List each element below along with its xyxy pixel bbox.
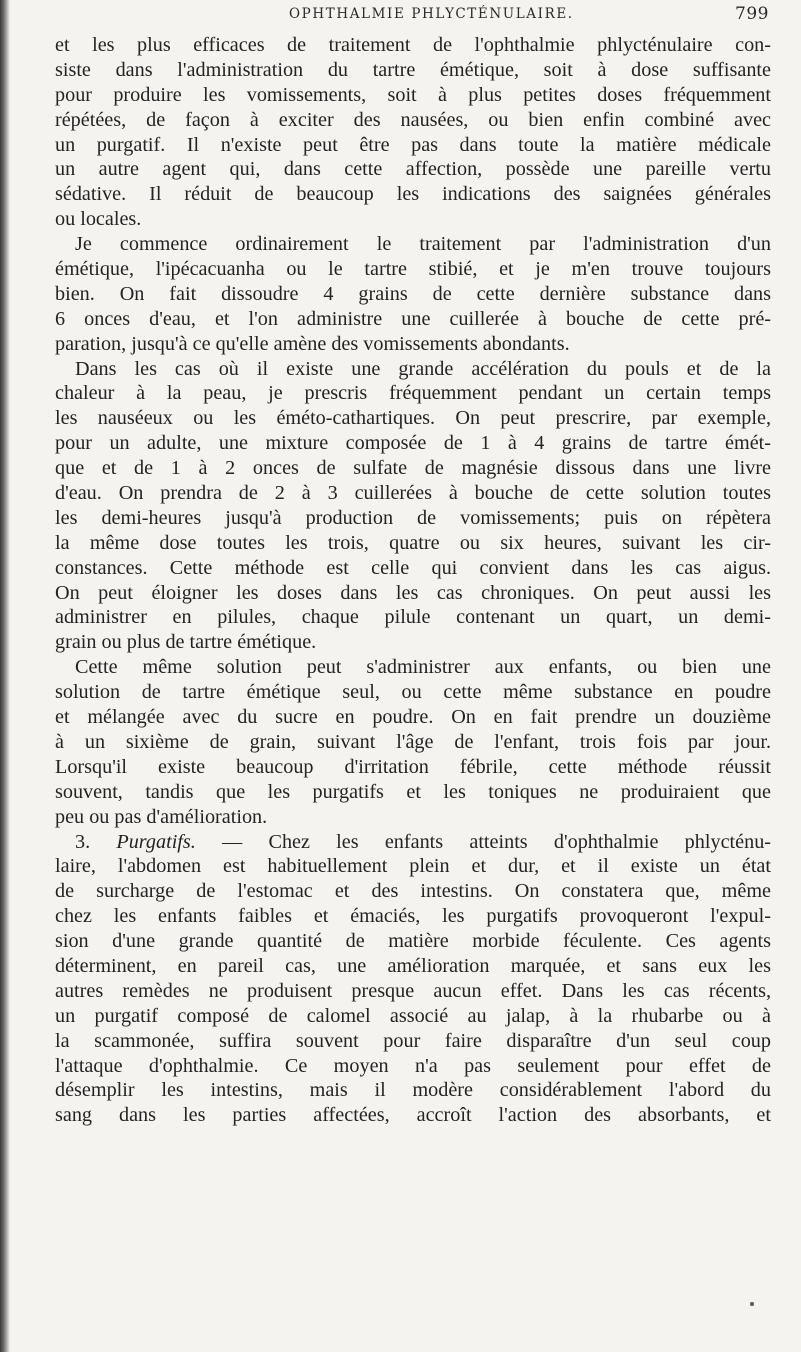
text-line: Dans les cas où il existe une grande accélération du pouls et de la xyxy=(75,357,771,380)
text-line: solution de tartre émétique seul, ou cette même substance en poudre xyxy=(55,681,771,704)
text-line: ou locales. xyxy=(55,208,142,231)
text-line: répétées, de façon à exciter des nausées, ou bien enfin combiné avec xyxy=(55,108,771,131)
line-text: — Chez les enfants atteints d'ophthalmie phlycténu- xyxy=(195,830,771,853)
text-line: sang dans les parties affectées, accroît l'action des absorbants, et xyxy=(55,1104,771,1127)
text-line: la même dose toutes les trois, quatre ou six heures, suivant les cir- xyxy=(55,531,771,554)
text-line: que et de 1 à 2 onces de sulfate de magnésie dissous dans une livre xyxy=(55,457,771,480)
text-line: l'attaque d'ophthalmie. Ce moyen n'a pas seulement pour effet de xyxy=(55,1054,771,1077)
text-line: désemplir les intestins, mais il modère considérablement l'abord du xyxy=(55,1079,771,1102)
text-line: administrer en pilules, chaque pilule contenant un quart, un demi- xyxy=(55,606,771,629)
text-line: la scammonée, suffira souvent pour faire disparaître d'un seul coup xyxy=(55,1029,771,1052)
page-gutter-shadow xyxy=(0,0,10,1352)
text-line: chez les enfants faibles et émaciés, les purgatifs provoqueront l'expul- xyxy=(55,905,771,928)
text-line: Cette même solution peut s'administrer aux enfants, ou bien une xyxy=(75,656,771,679)
text-line: à un sixième de grain, suivant l'âge de l'enfant, trois fois par jour. xyxy=(55,730,771,753)
page-number: 799 xyxy=(735,4,769,24)
body-text xyxy=(55,33,771,1128)
text-line: grain ou plus de tartre émétique. xyxy=(55,631,317,654)
text-line: pour produire les vomissements, soit à plus petites doses fréquemment xyxy=(55,83,771,106)
text-line: paration, jusqu'à ce qu'elle amène des vomissements abondants. xyxy=(55,332,570,355)
text-line: chaleur à la peau, je prescris fréquemment pendant un certain temps xyxy=(55,382,771,405)
text-line: laire, l'abdomen est habituellement plein et dur, et il existe un état xyxy=(55,855,771,878)
text-line: les demi-heures jusqu'à production de vomissements; puis on répètera xyxy=(55,506,771,529)
text-line: et mélangée avec du sucre en poudre. On en fait prendre un douzième xyxy=(55,706,771,729)
text-line: sédative. Il réduit de beaucoup les indications des saignées générales xyxy=(55,183,771,206)
text-line xyxy=(55,830,771,855)
text-line: déterminent, en pareil cas, une amélioration marquée, et sans eux les xyxy=(55,954,771,977)
text-line: souvent, tandis que les purgatifs et les toniques ne produiraient que xyxy=(55,780,771,803)
text-line: d'eau. On prendra de 2 à 3 cuillerées à bouche de cette solution toutes xyxy=(55,482,771,505)
print-speck xyxy=(750,1302,754,1306)
section-number: 3. xyxy=(75,830,117,853)
text-line: et les plus efficaces de traitement de l'ophthalmie phlycténulaire con- xyxy=(55,34,771,56)
text-line: autres remèdes ne produisent presque aucun effet. Dans les cas récents, xyxy=(55,979,771,1002)
running-head xyxy=(0,4,801,30)
text-line: un purgatif. Il n'existe peut être pas dans toute la matière médicale xyxy=(55,133,771,156)
text-line: peu ou pas d'amélioration. xyxy=(55,805,268,828)
text-line: constances. Cette méthode est celle qui convient dans les cas aigus. xyxy=(55,556,771,579)
text-line: Je commence ordinairement le traitement par l'administration d'un xyxy=(75,233,771,256)
text-line: sion d'une grande quantité de matière morbide féculente. Ces agents xyxy=(55,930,771,953)
text-line: les nauséeux ou les éméto-cathartiques. On peut prescrire, par exemple, xyxy=(55,407,771,430)
running-title: OPHTHALMIE PHLYCTÉNULAIRE. xyxy=(289,6,574,22)
text-line: On peut éloigner les doses dans les cas chroniques. On peut aussi les xyxy=(55,581,771,604)
text-line: 6 onces d'eau, et l'on administre une cuillerée à bouche de cette pré- xyxy=(55,307,771,330)
section-heading: Purgatifs. xyxy=(116,830,196,853)
text-line: émétique, l'ipécacuanha ou le tartre stibié, et je m'en trouve toujours xyxy=(55,258,771,281)
text-line: de surcharge de l'estomac et des intestins. On constatera que, même xyxy=(55,880,771,903)
text-line: pour un adulte, une mixture composée de 1 à 4 grains de tartre émét- xyxy=(55,432,771,455)
text-line: un purgatif composé de calomel associé au jalap, à la rhubarbe ou à xyxy=(55,1004,771,1027)
text-line: Lorsqu'il existe beaucoup d'irritation fébrile, cette méthode réussit xyxy=(55,755,771,778)
text-line: bien. On fait dissoudre 4 grains de cette dernière substance dans xyxy=(55,282,771,305)
text-line: siste dans l'administration du tartre émétique, soit à dose suffisante xyxy=(55,58,771,81)
text-line: un autre agent qui, dans cette affection, possède une pareille vertu xyxy=(55,158,771,181)
